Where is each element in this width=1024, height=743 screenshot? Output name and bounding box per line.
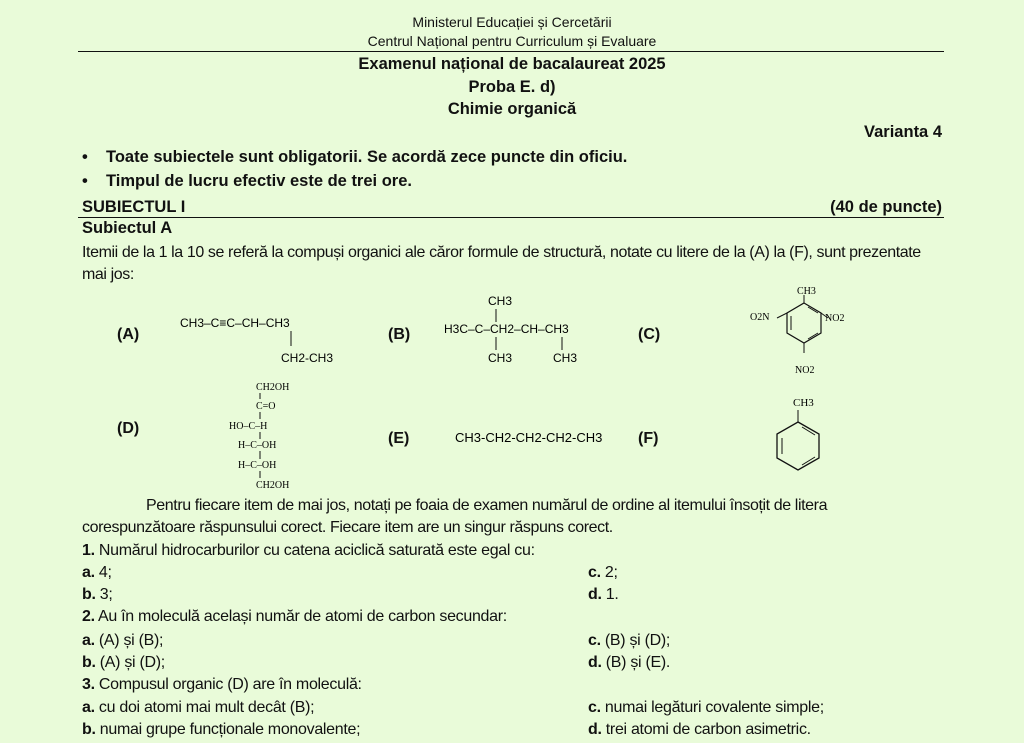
- question-text: Compusul organic (D) are în moleculă:: [98, 676, 362, 693]
- option-letter: d.: [588, 586, 602, 603]
- option: [82, 586, 113, 604]
- option: [588, 699, 824, 717]
- variant-label: Varianta 4: [864, 123, 942, 141]
- option-letter: d.: [588, 721, 602, 738]
- compound-label-E: (E): [388, 430, 410, 447]
- answer-directions: Pentru fiecare item de mai jos, notați pe foaia de examen numărul de ordine al itemului însoțit de litera corespunzătoare răspunsului corect. Fiecare item are un singur răspuns corect.: [82, 497, 828, 536]
- question-2: [82, 608, 507, 626]
- option: [82, 721, 360, 739]
- structure-C-bond: [777, 313, 787, 318]
- option-letter: c.: [588, 564, 601, 581]
- question-number: 3.: [82, 676, 95, 693]
- ministry-name: Ministerul Educației și Cercetării: [412, 14, 612, 30]
- option-text: 1.: [605, 586, 619, 603]
- structure-A-branch: CH2-CH3: [281, 351, 334, 365]
- option-letter: d.: [588, 654, 602, 671]
- structure-E: [455, 430, 602, 445]
- option-letter: b.: [82, 586, 96, 603]
- compound-label-F: (F): [638, 430, 659, 447]
- subsection-title: Subiectul A: [82, 219, 173, 237]
- option: [82, 632, 163, 650]
- structure-B: [444, 294, 577, 365]
- option-letter: b.: [82, 721, 96, 738]
- structure-D-line: H–C–OH: [238, 460, 277, 471]
- structure-E-formula: CH3-CH2-CH2-CH2-CH3: [455, 430, 603, 445]
- option: [588, 721, 811, 739]
- option-letter: c.: [588, 699, 601, 716]
- structure-C-right: NO2: [825, 313, 845, 324]
- structure-C: [750, 286, 844, 376]
- option-text: trei atomi de carbon asimetric.: [605, 721, 811, 738]
- proba-title: Proba E. d): [468, 78, 556, 96]
- option-text: (A) și (D);: [99, 654, 165, 671]
- bullet-icon: •: [82, 148, 88, 166]
- structure-D-line: CH2OH: [256, 382, 290, 393]
- compound-label-D: (D): [117, 420, 140, 437]
- question-text: Numărul hidrocarburilor cu catena aciclică saturată este egal cu:: [98, 542, 535, 559]
- question-number: 2.: [82, 608, 95, 625]
- option: [588, 654, 670, 672]
- option-text: cu doi atomi mai mult decât (B);: [98, 699, 315, 716]
- option: [82, 654, 165, 672]
- structure-F-ring: [777, 422, 819, 470]
- option-letter: a.: [82, 632, 95, 649]
- question-1: [82, 542, 535, 560]
- option-text: (A) și (B);: [98, 632, 164, 649]
- option-text: 3;: [99, 586, 113, 603]
- structure-A: [180, 316, 333, 365]
- structure-B-bottom-right: CH3: [553, 351, 578, 365]
- section-title: SUBIECTUL I: [82, 198, 186, 216]
- compound-label-A: (A): [117, 326, 140, 343]
- section-intro: Itemii de la 1 la 10 se referă la compuși organici ale căror formule de structură, notate cu litere de la (A) la (F), sunt prezentate mai jos:: [82, 244, 921, 283]
- subject-title: Chimie organică: [447, 100, 577, 118]
- option: [588, 564, 618, 582]
- exam-title: Examenul național de bacalaureat 2025: [358, 55, 666, 73]
- question-number: 1.: [82, 542, 95, 559]
- option-letter: c.: [588, 632, 601, 649]
- structure-B-top: CH3: [488, 294, 513, 308]
- structure-D-line: C=O: [256, 401, 276, 412]
- center-name: Centrul Național pentru Curriculum și Evaluare: [367, 33, 657, 49]
- structure-D-line: H–C–OH: [238, 440, 277, 451]
- structure-D-line: HO–C–H: [229, 421, 268, 432]
- option-text: numai grupe funcționale monovalente;: [99, 721, 361, 738]
- option-text: 2;: [604, 564, 618, 581]
- structure-D-line: CH2OH: [256, 480, 290, 491]
- compound-label-C: (C): [638, 326, 661, 343]
- structure-C-top: CH3: [797, 286, 816, 297]
- compound-label-B: (B): [388, 326, 411, 343]
- structure-C-bottom: NO2: [795, 365, 815, 376]
- question-text: Au în moleculă același număr de atomi de carbon secundar:: [98, 608, 507, 625]
- structure-C-ring: [787, 303, 821, 343]
- instruction-item: • Timpul de lucru efectiv este de trei ore.: [82, 172, 412, 190]
- structure-B-main: H3C–C–CH2–CH–CH3: [444, 322, 569, 336]
- structure-F-top: CH3: [793, 397, 814, 409]
- option-text: (B) și (E).: [605, 654, 671, 671]
- option: [588, 586, 619, 604]
- option: [82, 699, 314, 717]
- structure-C-left: O2N: [750, 312, 770, 323]
- structure-B-bottom-left: CH3: [488, 351, 513, 365]
- option-letter: a.: [82, 699, 95, 716]
- section-points: (40 de puncte): [830, 198, 942, 216]
- option: [82, 564, 112, 582]
- option-letter: a.: [82, 564, 95, 581]
- option: [588, 632, 670, 650]
- structure-A-main: CH3–C≡C–CH–CH3: [180, 316, 290, 330]
- structure-F: [777, 397, 819, 470]
- structure-D: [229, 382, 289, 491]
- option-text: 4;: [98, 564, 112, 581]
- instruction-item: • Toate subiectele sunt obligatorii. Se acordă zece puncte din oficiu.: [82, 148, 628, 166]
- question-3: [82, 676, 362, 694]
- bullet-icon: •: [82, 172, 88, 190]
- option-letter: b.: [82, 654, 96, 671]
- option-text: (B) și (D);: [604, 632, 671, 649]
- option-text: numai legături covalente simple;: [604, 699, 824, 716]
